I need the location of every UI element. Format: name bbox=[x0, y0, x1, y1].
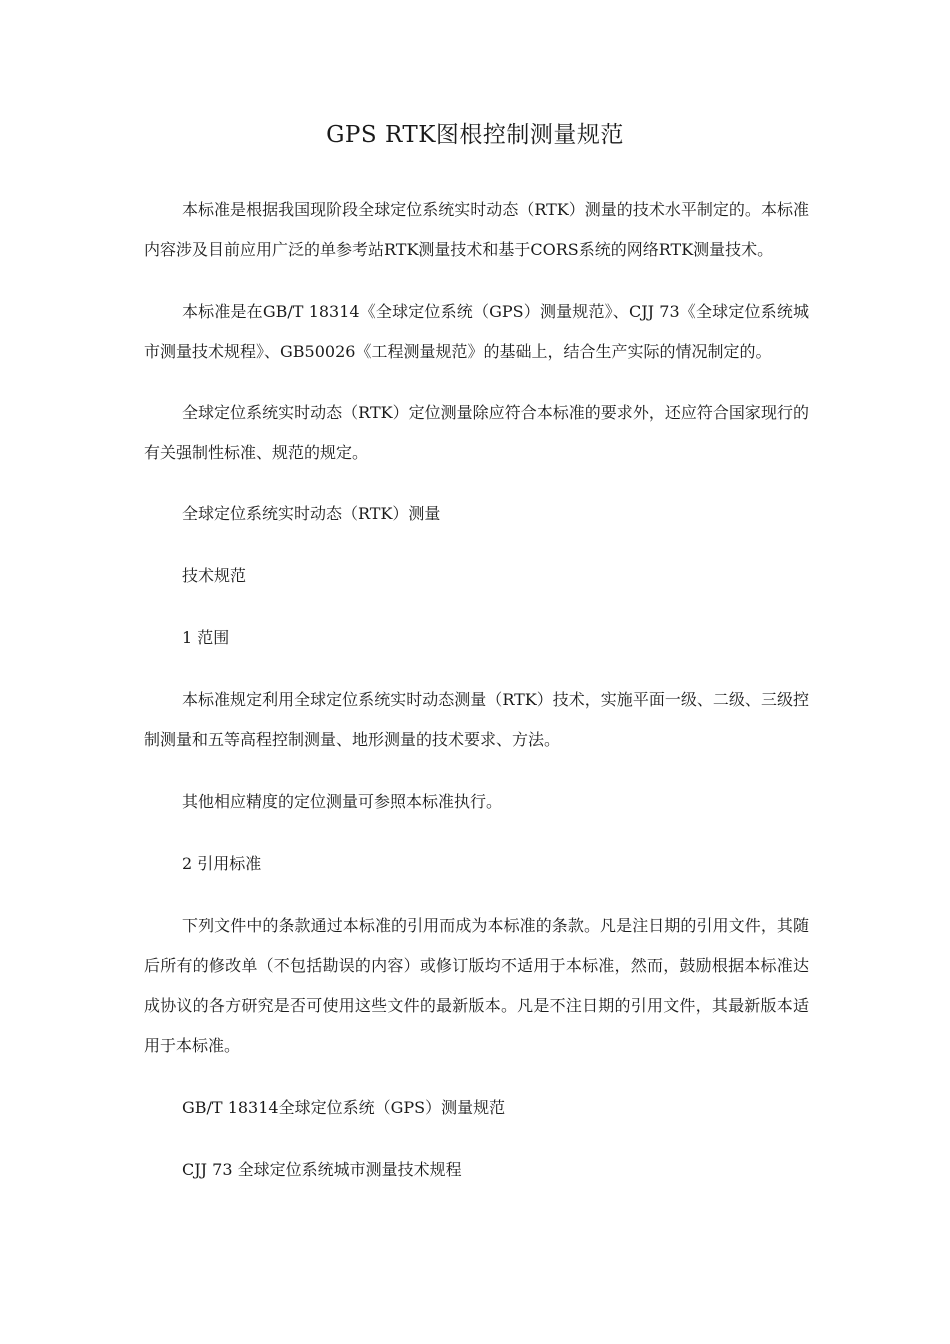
section-heading-references: 2 引用标准 bbox=[182, 854, 262, 873]
document-title: GPS RTK图根控制测量规范 bbox=[326, 122, 624, 148]
paragraph-intro: 本标准是根据我国现阶段全球定位系统实时动态（RTK）测量的技术水平制定的。本标准内容涉及目前应用广泛的单参考站RTK测量技术和基于CORS系统的网络RTK测量技术。 bbox=[144, 200, 809, 259]
section-heading-scope: 1 范围 bbox=[182, 628, 230, 647]
reference-item-cjj73: CJJ 73 全球定位系统城市测量技术规程 bbox=[182, 1160, 462, 1179]
paragraph-compliance: 全球定位系统实时动态（RTK）定位测量除应符合本标准的要求外，还应符合国家现行的有关强制性标准、规范的规定。 bbox=[144, 403, 809, 462]
reference-item-gbt18314: GB/T 18314全球定位系统（GPS）测量规范 bbox=[182, 1098, 506, 1117]
paragraph-references: 下列文件中的条款通过本标准的引用而成为本标准的条款。凡是注日期的引用文件，其随后所有的修改单（不包括勘误的内容）或修订版均不适用于本标准，然而，鼓励根据本标准达成协议的各方研究是否可使用这些文件的最新版本。凡是不注日期的引用文件，其最新版本适用于本标准。 bbox=[144, 916, 809, 1055]
subtitle-technical-spec: 技术规范 bbox=[182, 566, 247, 585]
paragraph-basis: 本标准是在GB/T 18314《全球定位系统（GPS）测量规范》、CJJ 73《全球定位系统城市测量技术规程》、GB50026《工程测量规范》的基础上，结合生产实际的情况制定的。 bbox=[144, 302, 809, 361]
paragraph-other-precision: 其他相应精度的定位测量可参照本标准执行。 bbox=[182, 792, 503, 811]
subtitle-rtk-measurement: 全球定位系统实时动态（RTK）测量 bbox=[182, 504, 441, 523]
paragraph-scope: 本标准规定利用全球定位系统实时动态测量（RTK）技术，实施平面一级、二级、三级控制测量和五等高程控制测量、地形测量的技术要求、方法。 bbox=[144, 690, 809, 749]
